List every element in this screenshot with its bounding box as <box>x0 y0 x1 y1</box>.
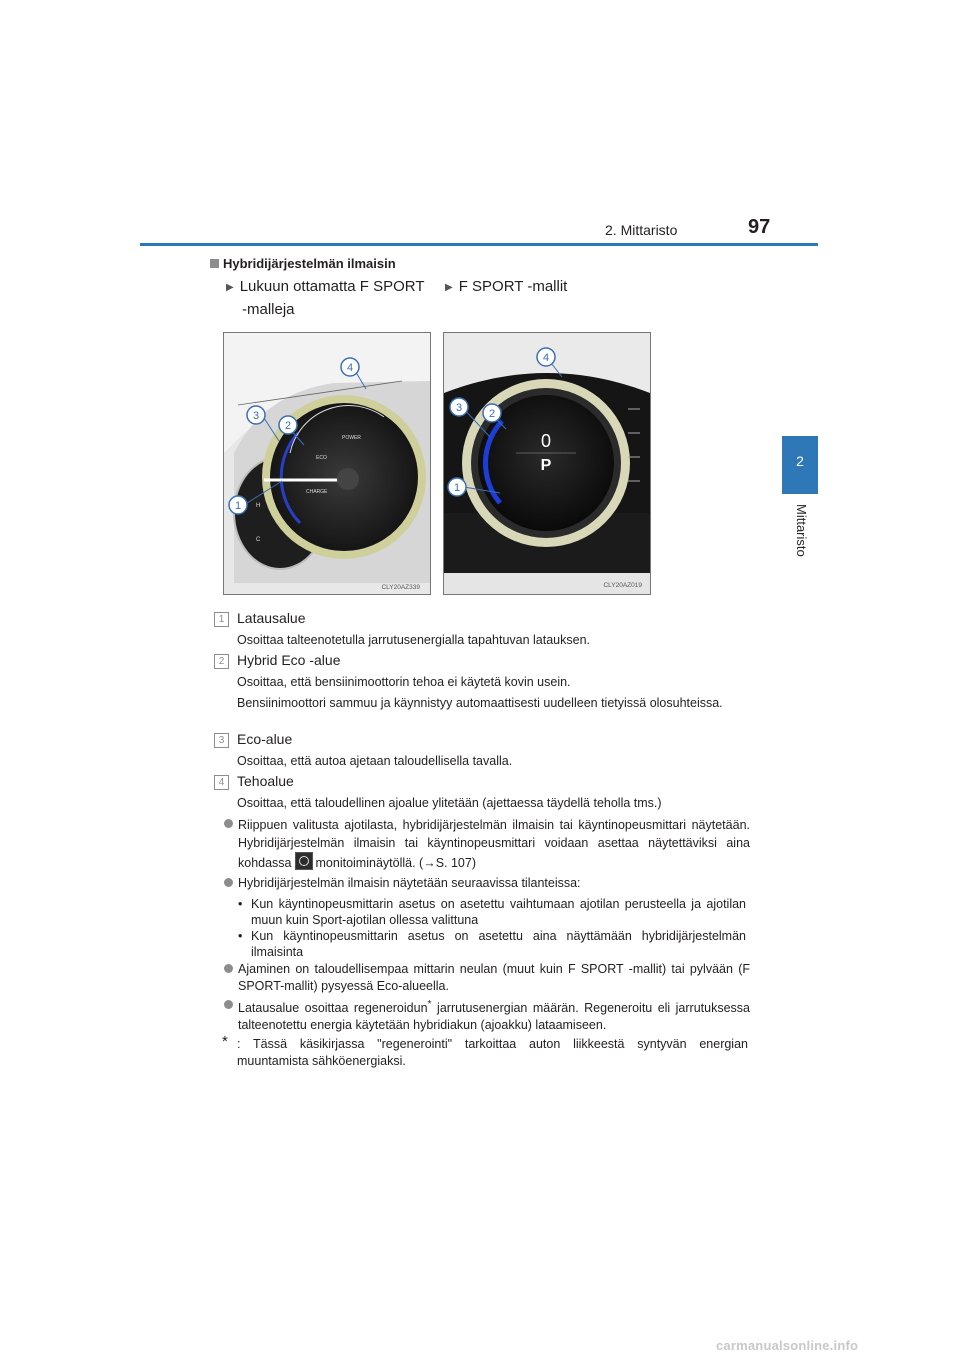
item-number: 4 <box>214 775 229 790</box>
variant-label-fsport-line1: F SPORT -mallit <box>458 278 568 295</box>
watermark: carmanualsonline.info <box>716 1338 859 1353</box>
item-title: Eco-alue <box>237 731 293 747</box>
power-label: POWER <box>342 435 361 441</box>
svg-text:1: 1 <box>234 500 242 512</box>
chapter-label: Mittaristo <box>794 504 809 557</box>
svg-text:4: 4 <box>346 362 354 374</box>
svg-text:2: 2 <box>284 420 292 432</box>
triangle-marker-icon: ▶ <box>226 282 234 293</box>
note-bullet <box>224 997 750 1033</box>
item-number: 2 <box>214 654 229 669</box>
note-bullet <box>224 875 750 892</box>
item-description: Osoittaa talteenotetulla jarrutusenergialla tapahtuvan latauksen. <box>237 633 591 647</box>
note-text: monitoiminäytöllä. (→S. 107) <box>315 856 476 870</box>
callout-4 <box>341 358 359 376</box>
figure-fsport-gauge <box>443 332 651 595</box>
callout-3 <box>450 398 468 416</box>
sub-marker: • <box>238 929 243 943</box>
note-bullet <box>224 961 750 994</box>
note-text: jarrutusenergian määrän. Regeneroitu eli jarrutuksessa talteenotettu energia käytetään hybridiakun (ajoakku) lataamiseen. <box>238 1001 750 1032</box>
svg-text:4: 4 <box>542 352 550 364</box>
item-title: Hybrid Eco -alue <box>237 652 341 668</box>
variant-label-fsport <box>445 276 567 299</box>
footnote-marker: * <box>222 1033 228 1050</box>
figure-code: CLY20AZ019 <box>603 582 642 589</box>
subsection-heading <box>210 256 396 271</box>
sub-item-text: Kun käyntinopeusmittarin asetus on asetettu vaihtumaan ajotilan perusteella ja ajotilan muun kuin Sport-ajotilan ollessa valittuna <box>251 897 746 927</box>
figure-standard-gauge <box>223 332 431 595</box>
item-description: Osoittaa, että taloudellinen ajoalue ylitetään (ajettaessa täydellä teholla tms.) <box>237 796 662 810</box>
item-description: Osoittaa, että autoa ajetaan taloudellisella tavalla. <box>237 754 513 768</box>
temp-h-label: H <box>256 503 261 509</box>
callout-2 <box>483 404 501 422</box>
variant-label-standard-line1: Lukuun ottamatta F SPORT <box>239 278 425 295</box>
asterisk-marker: * <box>427 999 432 1010</box>
square-bullet-icon <box>210 259 219 268</box>
svg-text:3: 3 <box>455 402 463 414</box>
triangle-marker-icon: ▶ <box>445 282 453 293</box>
section-title: 2. Mittaristo <box>605 222 678 238</box>
callout-4 <box>537 348 555 366</box>
sub-marker: • <box>238 897 243 911</box>
callout-3 <box>247 406 265 424</box>
item-title: Latausalue <box>237 610 306 626</box>
figure-code: CLY20AZ339 <box>381 584 420 591</box>
note-text: Riippuen valitusta ajotilasta, hybridijärjestelmän ilmaisin tai käyntinopeusmittari näytetään. Hybridijärjestelmän ilmaisin tai käyntinopeusmittari voidaan asettaa näytettäviksi aina kohdassa <box>238 818 750 870</box>
page-number: 97 <box>748 216 771 238</box>
item-number: 3 <box>214 733 229 748</box>
subsection-heading-text: Hybridijärjestelmän ilmaisin <box>223 256 396 271</box>
footnote-text: : Tässä käsikirjassa "regenerointi" tarkoittaa auton liikkeestä syntyvän energian muuntamista sähköenergiaksi. <box>237 1037 748 1068</box>
svg-text:2: 2 <box>488 408 496 420</box>
svg-text:3: 3 <box>252 410 260 422</box>
sub-item <box>238 928 746 960</box>
sub-item-text: Kun käyntinopeusmittarin asetus on asetettu aina näyttämään hybridijärjestelmän ilmaisinta <box>251 929 746 959</box>
temp-c-label: C <box>256 537 261 543</box>
chapter-tab[interactable]: 2 <box>782 436 818 494</box>
item-title: Tehoalue <box>237 773 294 789</box>
item-description: Bensiinimoottori sammuu ja käynnistyy automaattisesti uudelleen tietyissä olosuhteissa. <box>237 696 723 710</box>
bullet-dot-icon <box>224 878 233 887</box>
eco-label: ECO <box>316 455 327 461</box>
variant-label-standard-line2: -malleja <box>242 301 295 318</box>
callout-2 <box>279 416 297 434</box>
gear-readout: P <box>540 457 552 474</box>
sub-item <box>238 896 746 928</box>
footnote <box>222 1033 748 1070</box>
note-text: Latausalue osoittaa regeneroidun <box>238 1001 428 1016</box>
speed-readout: 0 <box>540 431 552 451</box>
callout-1 <box>229 496 247 514</box>
note-bullet <box>224 816 750 872</box>
item-number: 1 <box>214 612 229 627</box>
variant-label-standard <box>226 276 425 321</box>
svg-text:1: 1 <box>453 482 461 494</box>
callout-1 <box>448 478 466 496</box>
note-text: Hybridijärjestelmän ilmaisin näytetään seuraavissa tilanteissa: <box>238 876 581 890</box>
header-rule <box>140 243 818 246</box>
bullet-dot-icon <box>224 819 233 828</box>
item-description: Osoittaa, että bensiinimoottorin tehoa ei käytetä kovin usein. <box>237 675 571 689</box>
settings-icon <box>295 852 313 870</box>
bullet-dot-icon <box>224 1000 233 1009</box>
note-text: Ajaminen on taloudellisempaa mittarin neulan (muut kuin F SPORT -mallit) tai pylvään (F SPORT-mallit) pysyessä Eco-alueella. <box>238 962 750 993</box>
charge-label: CHARGE <box>306 489 328 495</box>
bullet-dot-icon <box>224 964 233 973</box>
